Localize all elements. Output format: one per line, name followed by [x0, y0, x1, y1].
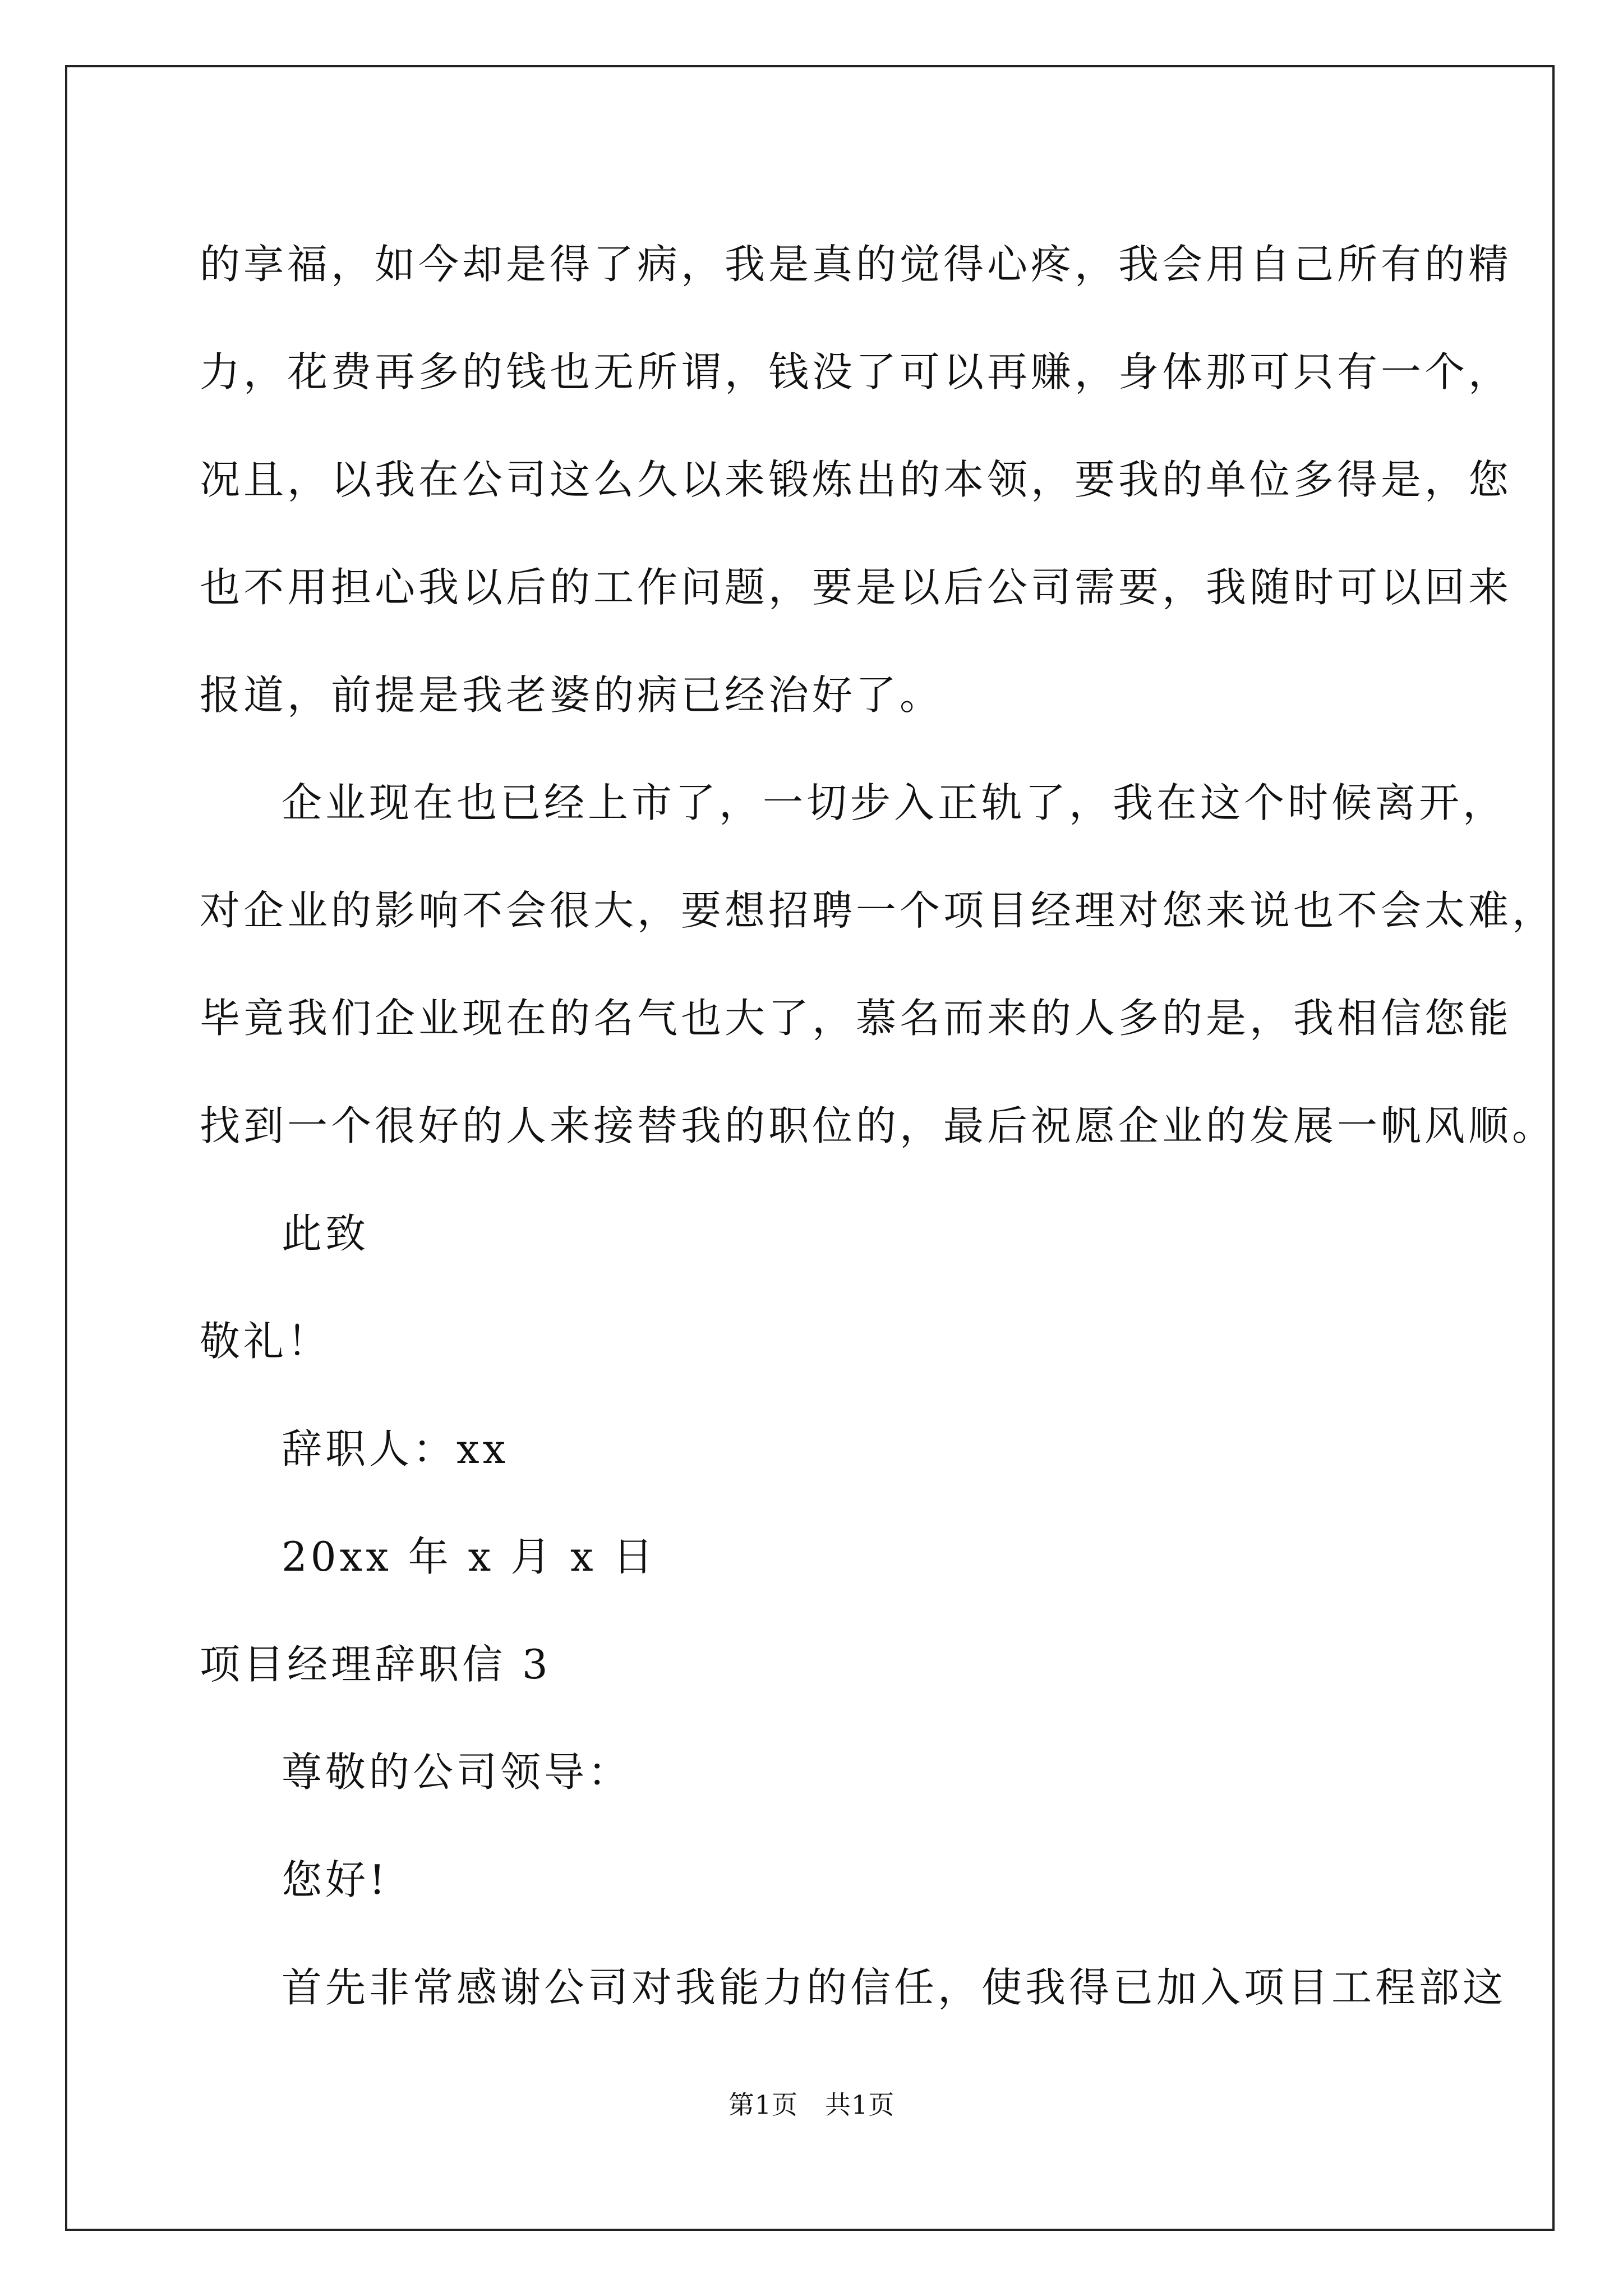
- signature-line: 辞职人：xx: [282, 1425, 509, 1473]
- text-line: 况且，以我在公司这么久以来锻炼出的本领，要我的单位多得是，您: [200, 456, 1513, 503]
- document-body: [200, 210, 1556, 2041]
- page-total: 共1页: [825, 2090, 895, 2120]
- text-line: 的享福，如今却是得了病，我是真的觉得心疼，我会用自己所有的精: [200, 241, 1513, 288]
- closing-regards: 敬礼！: [200, 1318, 331, 1365]
- closing-salutation: 此致: [282, 1210, 370, 1257]
- page-footer: [0, 2088, 1623, 2122]
- date-line: 20xx 年 x 月 x 日: [282, 1533, 657, 1580]
- letter-hello: 您好!: [282, 1856, 389, 1903]
- text-line: 首先非常感谢公司对我能力的信任，使我得已加入项目工程部这: [282, 1964, 1507, 2011]
- text-line: 力，花费再多的钱也无所谓，钱没了可以再赚，身体那可只有一个，: [200, 348, 1513, 395]
- text-line: 找到一个很好的人来接替我的职位的，最后祝愿企业的发展一帆风顺。: [200, 1102, 1556, 1149]
- text-line: 也不用担心我以后的工作问题，要是以后公司需要，我随时可以回来: [200, 564, 1513, 611]
- letter-greeting: 尊敬的公司领导：: [282, 1749, 632, 1796]
- text-line: 企业现在也已经上市了，一切步入正轨了，我在这个时候离开，: [282, 779, 1507, 826]
- text-line: 对企业的影响不会很大，要想招聘一个项目经理对您来说也不会太难，: [200, 887, 1556, 934]
- page-number: 第1页: [728, 2090, 798, 2120]
- text-line: 毕竟我们企业现在的名气也大了，慕名而来的人多的是，我相信您能: [200, 995, 1513, 1042]
- section-title: 项目经理辞职信 3: [200, 1641, 551, 1688]
- text-line: 报道，前提是我老婆的病已经治好了。: [200, 671, 944, 719]
